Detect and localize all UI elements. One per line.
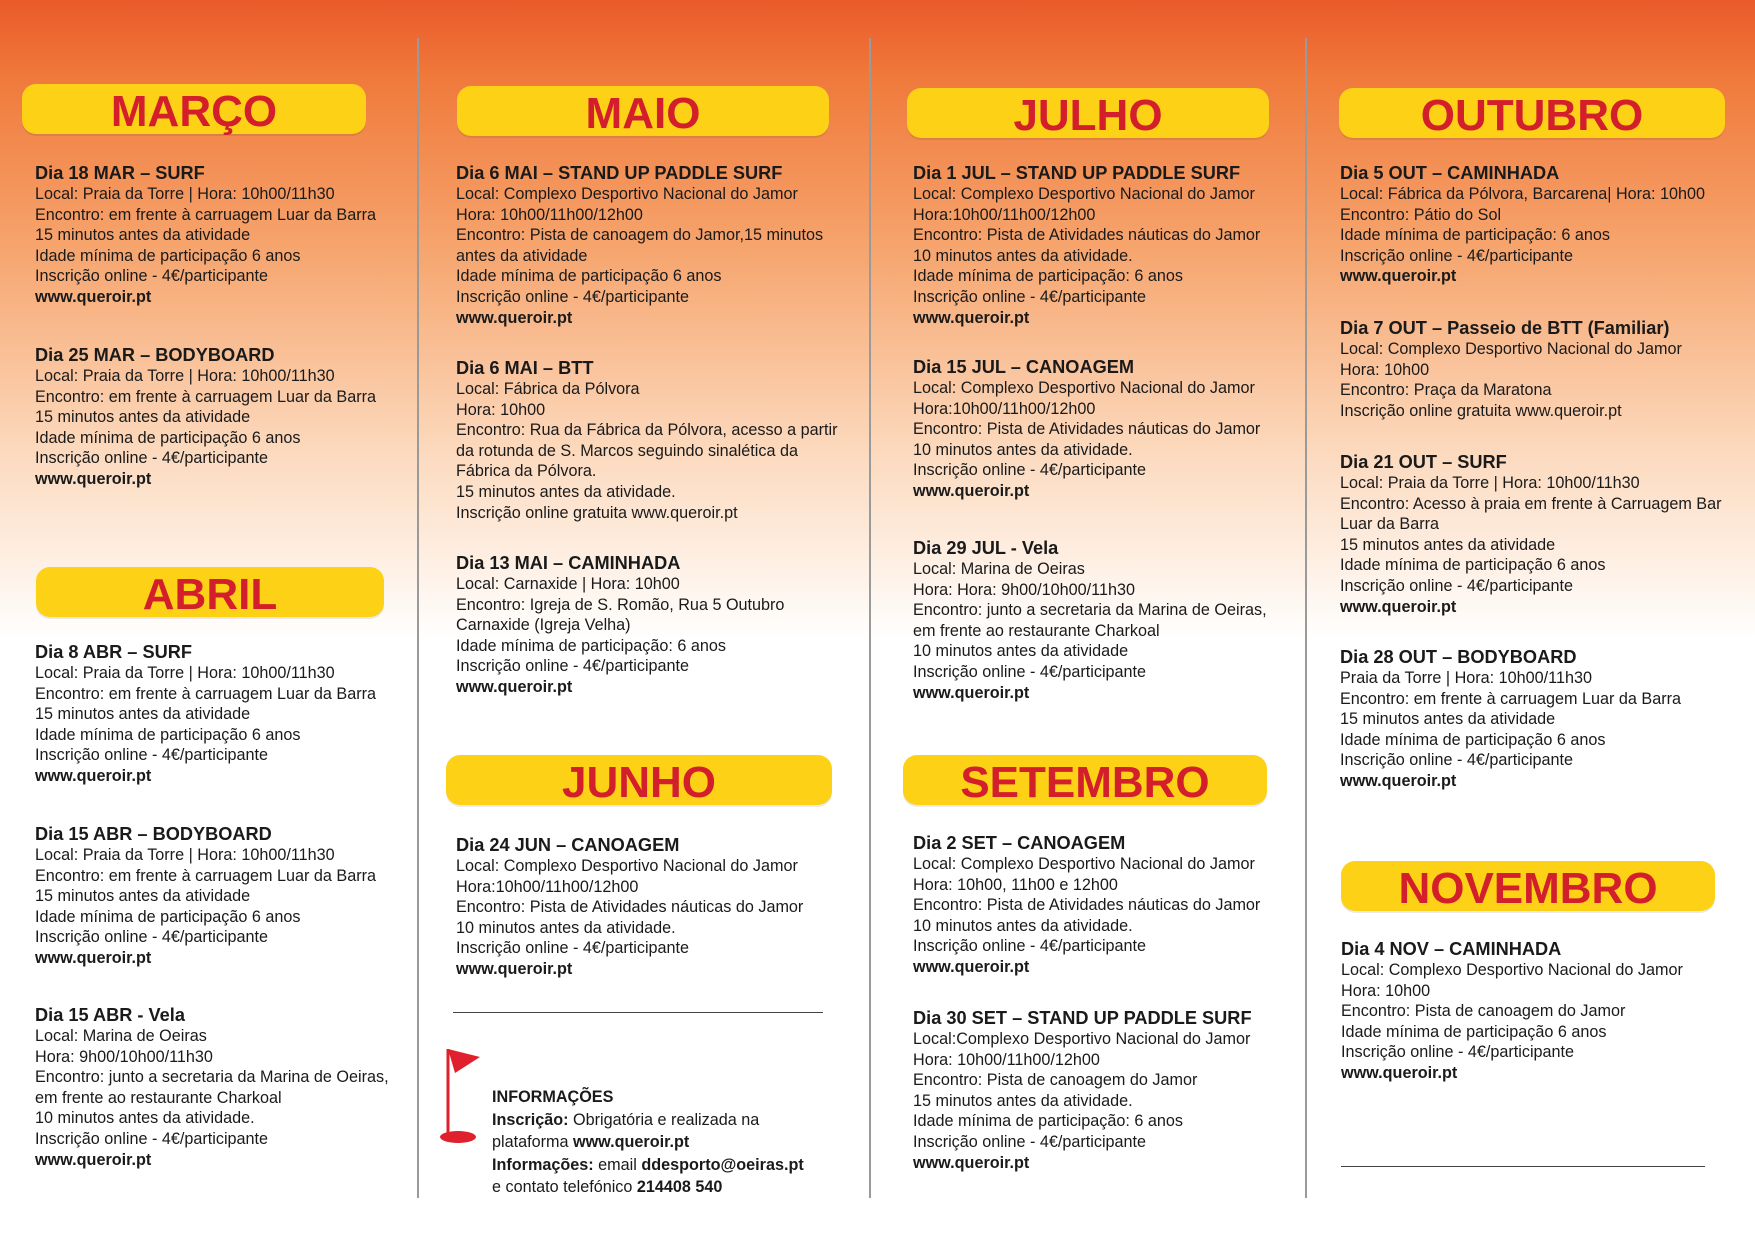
month-header-julho <box>907 88 1269 138</box>
event-line: 15 minutos antes da atividade <box>35 705 251 724</box>
event-title: Dia 6 MAI – BTT <box>456 358 594 378</box>
email-text: email <box>593 1155 642 1174</box>
event-line: Local: Complexo Desportivo Nacional do Jamor <box>913 185 1255 203</box>
event-line: Local: Fábrica da Pólvora <box>456 380 640 398</box>
event-line: Idade mínima de participação 6 anos <box>35 246 301 265</box>
column-divider <box>417 38 419 1198</box>
event-line: Local:Complexo Desportivo Nacional do Jamor <box>913 1030 1251 1048</box>
event-line: Local: Complexo Desportivo Nacional do Jamor <box>1341 961 1683 979</box>
event-link[interactable]: www.queroir.pt <box>913 308 1030 327</box>
event-title: Dia 30 SET – STAND UP PADDLE SURF <box>913 1008 1252 1028</box>
event-line: Encontro: em frente à carruagem Luar da Barra <box>35 205 377 224</box>
event-title: Dia 15 ABR – BODYBOARD <box>35 824 272 844</box>
event-block <box>456 552 784 698</box>
event-line: Encontro: Rua da Fábrica da Pólvora, acesso a partir <box>456 421 838 440</box>
event-line: Idade mínima de participação: 6 anos <box>913 1112 1183 1131</box>
event-line: Encontro: Pista de canoagem do Jamor <box>1341 1002 1626 1021</box>
event-line: 15 minutos antes da atividade <box>35 887 251 906</box>
event-line: Idade mínima de participação 6 anos <box>1340 556 1606 575</box>
event-line: 15 minutos antes da atividade. <box>456 482 676 501</box>
month-label: SETEMBRO <box>960 758 1210 807</box>
event-title: Dia 15 ABR - Vela <box>35 1005 185 1025</box>
event-line: 10 minutos antes da atividade. <box>913 916 1133 935</box>
event-line: Inscrição online gratuita www.queroir.pt <box>1340 401 1622 420</box>
month-label: ABRIL <box>142 570 278 619</box>
event-block <box>1340 317 1682 421</box>
event-line: Hora:10h00/11h00/12h00 <box>456 877 639 896</box>
event-line: Local: Marina de Oeiras <box>913 560 1085 578</box>
month-label: OUTUBRO <box>1420 91 1644 140</box>
event-link[interactable]: www.queroir.pt <box>456 677 573 696</box>
month-label: MARÇO <box>110 87 278 136</box>
event-line: Local: Praia da Torre | Hora: 10h00/11h30 <box>35 846 335 864</box>
event-line: Local: Carnaxide | Hora: 10h00 <box>456 575 680 593</box>
event-line: Encontro: em frente à carruagem Luar da Barra <box>35 387 377 406</box>
event-title: Dia 8 ABR – SURF <box>35 642 192 662</box>
event-link[interactable]: www.queroir.pt <box>913 683 1030 702</box>
event-block <box>1340 451 1722 617</box>
column-divider <box>869 38 871 1198</box>
event-line: 15 minutos antes da atividade <box>1340 535 1556 554</box>
event-line: 10 minutos antes da atividade. <box>913 440 1133 459</box>
event-line: em frente ao restaurante Charkoal <box>913 621 1160 640</box>
event-link[interactable]: www.queroir.pt <box>1341 1063 1458 1082</box>
event-line: Inscrição online - 4€/participante <box>913 287 1147 306</box>
info-heading: INFORMAÇÕES <box>492 1088 614 1106</box>
event-link[interactable]: www.queroir.pt <box>913 481 1030 500</box>
month-header-outubro <box>1339 88 1725 138</box>
plataforma-text: plataforma <box>492 1133 573 1151</box>
event-link[interactable]: www.queroir.pt <box>456 959 573 978</box>
event-line: Hora:10h00/11h00/12h00 <box>913 399 1096 418</box>
event-line: Idade mínima de participação: 6 anos <box>1340 226 1610 245</box>
event-line: Local: Complexo Desportivo Nacional do Jamor <box>913 379 1255 397</box>
event-line: Local: Complexo Desportivo Nacional do Jamor <box>1340 340 1682 358</box>
event-line: 10 minutos antes da atividade. <box>913 246 1133 265</box>
inscricao-label: Inscrição: <box>492 1110 569 1129</box>
event-line: Idade mínima de participação 6 anos <box>1341 1022 1607 1041</box>
event-line: Idade mínima de participação: 6 anos <box>913 267 1183 286</box>
event-link[interactable]: www.queroir.pt <box>913 957 1030 976</box>
event-line: Inscrição online - 4€/participante <box>35 267 269 286</box>
event-line: Local: Praia da Torre | Hora: 10h00/11h30 <box>35 664 335 682</box>
inscricao-text: Obrigatória e realizada na <box>568 1110 760 1129</box>
event-title: Dia 28 OUT – BODYBOARD <box>1340 647 1577 667</box>
event-block <box>35 344 376 490</box>
event-line: Inscrição online - 4€/participante <box>35 928 269 947</box>
event-line: Encontro: Praça da Maratona <box>1340 381 1552 400</box>
phone-number: 214408 540 <box>636 1178 723 1196</box>
informacoes-label: Informações: <box>492 1155 594 1174</box>
month-header-marco <box>22 84 366 134</box>
event-line: Hora: 10h00 <box>1341 981 1431 1000</box>
event-line: Praia da Torre | Hora: 10h00/11h30 <box>1340 669 1592 687</box>
event-line: Inscrição online - 4€/participante <box>1340 751 1574 770</box>
event-block <box>1340 162 1705 287</box>
event-link[interactable]: www.queroir.pt <box>35 766 152 785</box>
event-block <box>35 162 376 308</box>
event-line: Encontro: Pátio do Sol <box>1340 205 1502 224</box>
event-line: 10 minutos antes da atividade. <box>35 1109 255 1128</box>
event-line: Local: Complexo Desportivo Nacional do Jamor <box>913 855 1255 873</box>
event-line: Inscrição online - 4€/participante <box>913 461 1147 480</box>
event-line: Hora: 10h00/11h00/12h00 <box>913 1050 1100 1069</box>
event-line: Inscrição online - 4€/participante <box>35 1129 269 1148</box>
event-line: Local: Praia da Torre | Hora: 10h00/11h30 <box>35 367 335 385</box>
event-title: Dia 7 OUT – Passeio de BTT (Familiar) <box>1340 318 1670 338</box>
event-line: Inscrição online - 4€/participante <box>35 449 269 468</box>
month-header-abril <box>36 567 384 617</box>
month-label: JUNHO <box>561 758 717 807</box>
event-block <box>456 162 823 328</box>
event-block <box>35 641 376 787</box>
event-block <box>456 834 803 980</box>
event-block <box>1341 938 1683 1084</box>
event-title: Dia 6 MAI – STAND UP PADDLE SURF <box>456 163 783 183</box>
event-line: 15 minutos antes da atividade <box>1340 710 1556 729</box>
event-line: Encontro: Pista de Atividades náuticas do Jamor <box>456 898 804 917</box>
event-line: antes da atividade <box>456 246 588 265</box>
event-link[interactable]: www.queroir.pt <box>35 287 152 306</box>
event-line: Encontro: Pista de canoagem do Jamor,15 minutos <box>456 226 824 245</box>
month-label: MAIO <box>585 89 701 138</box>
event-title: Dia 2 SET – CANOAGEM <box>913 833 1126 853</box>
event-line: Inscrição online - 4€/participante <box>456 939 690 958</box>
event-line: Hora: 9h00/10h00/11h30 <box>35 1047 213 1066</box>
event-line: Inscrição online - 4€/participante <box>913 1132 1147 1151</box>
event-title: Dia 18 MAR – SURF <box>35 163 205 183</box>
event-line: Local: Praia da Torre | Hora: 10h00/11h30 <box>35 185 335 203</box>
event-line: Encontro: em frente à carruagem Luar da Barra <box>1340 689 1682 708</box>
event-link[interactable]: www.queroir.pt <box>913 1153 1030 1172</box>
section-divider <box>1341 1166 1705 1167</box>
info-block <box>492 1086 804 1199</box>
month-header-maio <box>457 86 829 136</box>
event-line: Inscrição online - 4€/participante <box>913 937 1147 956</box>
event-line: Encontro: junto a secretaria da Marina de Oeiras, <box>35 1068 389 1087</box>
event-line: Inscrição online - 4€/participante <box>35 746 269 765</box>
event-line: Local: Complexo Desportivo Nacional do Jamor <box>456 857 798 875</box>
event-line: Encontro: junto a secretaria da Marina de Oeiras, <box>913 601 1267 620</box>
month-header-setembro <box>903 755 1267 805</box>
contato-text: e contato telefónico <box>492 1178 637 1196</box>
event-line: Encontro: em frente à carruagem Luar da Barra <box>35 684 377 703</box>
event-line: 15 minutos antes da atividade. <box>913 1091 1133 1110</box>
month-header-junho <box>446 755 832 805</box>
event-title: Dia 21 OUT – SURF <box>1340 452 1507 472</box>
event-line: Local: Complexo Desportivo Nacional do Jamor <box>456 185 798 203</box>
event-line: Idade mínima de participação 6 anos <box>35 428 301 447</box>
month-header-novembro <box>1341 861 1715 911</box>
event-line: Idade mínima de participação 6 anos <box>456 267 722 286</box>
month-label: JULHO <box>1013 91 1163 140</box>
event-line: Idade mínima de participação 6 anos <box>35 725 301 744</box>
event-line: em frente ao restaurante Charkoal <box>35 1088 282 1107</box>
event-line: Encontro: Pista de Atividades náuticas do Jamor <box>913 420 1261 439</box>
event-link[interactable]: www.queroir.pt <box>35 948 152 967</box>
event-title: Dia 13 MAI – CAMINHADA <box>456 553 681 573</box>
event-line: Inscrição online - 4€/participante <box>456 287 690 306</box>
event-line: 10 minutos antes da atividade <box>913 642 1129 661</box>
event-line: Inscrição online - 4€/participante <box>1341 1043 1575 1062</box>
event-line: Fábrica da Pólvora. <box>456 462 597 481</box>
event-block <box>456 357 838 523</box>
event-line: Local: Marina de Oeiras <box>35 1027 207 1045</box>
event-line: Luar da Barra <box>1340 515 1439 534</box>
event-line: Encontro: Pista de canoagem do Jamor <box>913 1071 1198 1090</box>
event-block <box>913 1007 1252 1173</box>
event-block <box>913 162 1260 328</box>
event-line: Hora: 10h00/11h00/12h00 <box>456 205 643 224</box>
event-line: 15 minutos antes da atividade <box>35 226 251 245</box>
event-line: Hora:10h00/11h00/12h00 <box>913 205 1096 224</box>
event-line: Local: Fábrica da Pólvora, Barcarena| Hora: 10h00 <box>1340 185 1706 203</box>
event-link[interactable]: www.queroir.pt <box>35 469 152 488</box>
event-line: Idade mínima de participação 6 anos <box>1340 730 1606 749</box>
event-line: Local: Praia da Torre | Hora: 10h00/11h30 <box>1340 474 1640 492</box>
event-block <box>913 832 1260 978</box>
event-link[interactable]: www.queroir.pt <box>35 1150 152 1169</box>
event-link[interactable]: www.queroir.pt <box>1340 267 1457 286</box>
event-link[interactable]: www.queroir.pt <box>456 308 573 327</box>
event-title: Dia 25 MAR – BODYBOARD <box>35 345 275 365</box>
event-block <box>1340 646 1681 792</box>
event-title: Dia 5 OUT – CAMINHADA <box>1340 163 1560 183</box>
column-divider <box>1305 38 1307 1198</box>
event-line: Hora: 10h00 <box>1340 360 1430 379</box>
event-line: Encontro: Pista de Atividades náuticas do Jamor <box>913 896 1261 915</box>
email-link[interactable]: ddesporto@oeiras.pt <box>641 1155 804 1174</box>
event-title: Dia 1 JUL – STAND UP PADDLE SURF <box>913 163 1241 183</box>
event-line: Hora: 10h00 <box>456 400 546 419</box>
event-line: Inscrição online - 4€/participante <box>913 662 1147 681</box>
event-line: Idade mínima de participação: 6 anos <box>456 636 726 655</box>
event-block <box>913 537 1267 703</box>
event-line: Hora: 10h00, 11h00 e 12h00 <box>913 875 1118 894</box>
event-block <box>913 356 1260 502</box>
event-line: 10 minutos antes da atividade. <box>456 918 676 937</box>
site-link[interactable]: www.queroir.pt <box>572 1133 690 1151</box>
event-line: 15 minutos antes da atividade <box>35 408 251 427</box>
event-block <box>35 1004 389 1170</box>
section-divider <box>453 1012 823 1013</box>
event-title: Dia 15 JUL – CANOAGEM <box>913 357 1135 377</box>
event-line: Inscrição online - 4€/participante <box>1340 576 1574 595</box>
event-line: Inscrição online gratuita www.queroir.pt <box>456 503 738 522</box>
event-line: Carnaxide (Igreja Velha) <box>456 616 631 635</box>
event-line: Inscrição online - 4€/participante <box>456 657 690 676</box>
golf-flag-icon <box>438 1045 482 1147</box>
event-line: Encontro: em frente à carruagem Luar da Barra <box>35 866 377 885</box>
event-line: Idade mínima de participação 6 anos <box>35 907 301 926</box>
event-line: Inscrição online - 4€/participante <box>1340 246 1574 265</box>
event-line: Encontro: Acesso à praia em frente à Carruagem Bar <box>1340 494 1722 513</box>
event-title: Dia 24 JUN – CANOAGEM <box>456 835 680 855</box>
event-line: Encontro: Igreja de S. Romão, Rua 5 Outubro <box>456 595 785 614</box>
event-title: Dia 4 NOV – CAMINHADA <box>1341 939 1562 959</box>
event-link[interactable]: www.queroir.pt <box>1340 771 1457 790</box>
event-title: Dia 29 JUL - Vela <box>913 538 1059 558</box>
event-line: da rotunda de S. Marcos seguindo sinalética da <box>456 441 798 460</box>
event-line: Encontro: Pista de Atividades náuticas do Jamor <box>913 226 1261 245</box>
month-label: NOVEMBRO <box>1398 864 1658 913</box>
event-link[interactable]: www.queroir.pt <box>1340 597 1457 616</box>
event-line: Hora: Hora: 9h00/10h00/11h30 <box>913 580 1135 599</box>
event-block <box>35 823 376 969</box>
